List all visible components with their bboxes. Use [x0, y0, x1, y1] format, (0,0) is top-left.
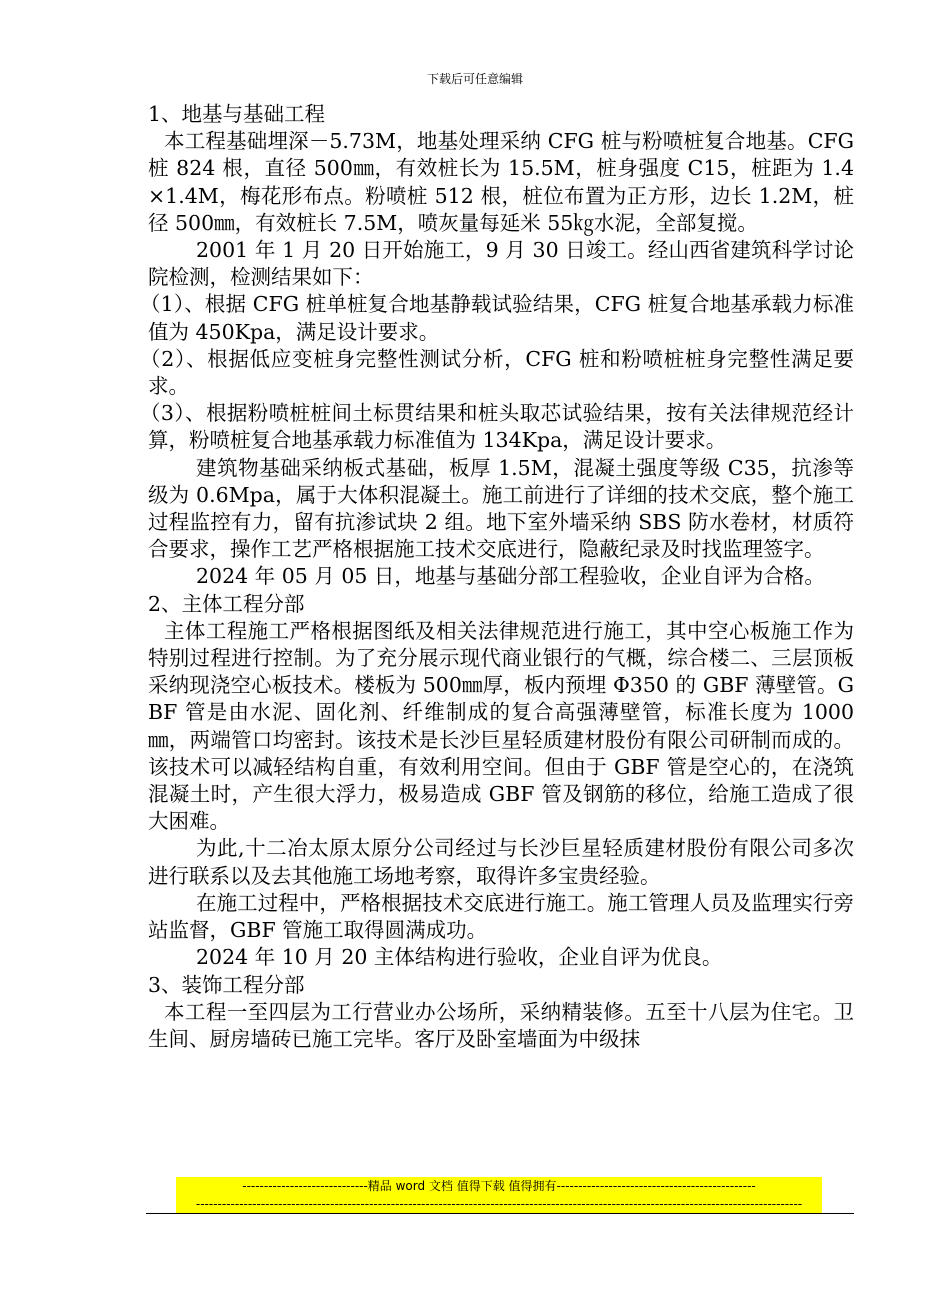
footer-banner-line-1: -----------------------------精品 word 文档 值得下载 值得拥有---------------------------------------------- — [176, 1177, 822, 1195]
paragraph-foundation-acceptance: 2024 年 05 月 05 日，地基与基础分部工程验收，企业自评为合格。 — [196, 564, 825, 589]
paragraph-decoration: 本工程一至四层为工行营业办公场所，采纳精装修。五至十八层为住宅。卫生间、厨房墙砖已施工完毕。客厅及卧室墙面为中级抹 — [148, 999, 854, 1051]
section-heading-main-structure: 2、主体工程分部 — [148, 591, 305, 616]
paragraph-experience: 为此,十二冶太原太原分公司经过与长沙巨星轻质建材股份有限公司多次进行联系以及去其他施工场地考察，取得许多宝贵经验。 — [148, 836, 854, 888]
paragraph-supervision: 在施工过程中，严格根据技术交底进行施工。施工管理人员及监理实行旁站监督，GBF 管施工取得圆满成功。 — [148, 890, 854, 943]
paragraph-structure-acceptance: 2024 年 10 月 20 主体结构进行验收，企业自评为优良。 — [196, 945, 723, 970]
paragraph-hollow-slab: 主体工程施工严格根据图纸及相关法律规范进行施工，其中空心板施工作为特别过程进行控制。为了充分展示现代商业银行的气概，综合楼二、三层顶板采纳现浇空心板技术。楼板为 500㎜厚，板内预埋 Φ350 的 GBF 薄壁管。GBF 管是由水泥、固化剂、纤维制成的复合高强薄壁管，标准长度为 1000㎜，两端管口均密封。该技术是长沙巨星轻质建材股份有限公司研制而成的。该技术可以减轻结构自重，有效利用空间。但由于 GBF 管是空心的，在浇筑混凝土时，产生很大浮力，极易造成 GBF 管及钢筋的移位，给施工造成了很大困难。 — [148, 618, 854, 834]
document-body — [140, 101, 854, 1053]
footer-banner-line-2: -------------------------------------------------------------------------------------------------------------------------------------------- — [176, 1195, 822, 1213]
list-item-result-1: （1）、根据 CFG 桩单桩复合地基静载试验结果，CFG 桩复合地基承载力标准值为 450Kpa，满足设计要求。 — [140, 292, 854, 344]
paragraph-raft-foundation: 建筑物基础采纳板式基础，板厚 1.5M，混凝土强度等级 C35，抗渗等级为 0.6Mpa，属于大体积混凝土。施工前进行了详细的技术交底，整个施工过程监控有力，留有抗渗试块 2 组。地下室外墙采纳 SBS 防水卷材，材质符合要求，操作工艺严格根据施工技术交底进行，隐蔽纪录及时找监理签字。 — [148, 455, 854, 562]
list-item-result-2: （2）、根据低应变桩身完整性测试分析，CFG 桩和粉喷桩桩身完整性满足要求。 — [140, 346, 854, 399]
section-heading-decoration: 3、装饰工程分部 — [148, 972, 305, 997]
section-heading-foundation: 1、地基与基础工程 — [148, 102, 326, 126]
page-header-note: 下载后可任意编辑 — [426, 72, 523, 86]
list-item-result-3: （3）、根据粉喷桩桩间土标贯结果和桩头取芯试验结果，按有关法律规范经计算，粉喷桩复合地基承载力标准值为 134Kpa，满足设计要求。 — [140, 401, 854, 453]
paragraph-foundation-overview: 本工程基础埋深－5.73M，地基处理采纳 CFG 桩与粉喷桩复合地基。CFG 桩 824 根，直径 500㎜，有效桩长为 15.5M，桩身强度 C15，桩距为 1.4×1.4M，梅花形布点。粉喷桩 512 根，桩位布置为正方形，边长 1.2M，桩径 500㎜，有效桩长 7.5M，喷灰量每延米 55㎏水泥，全部复搅。 — [148, 129, 854, 235]
footer-divider — [146, 1213, 854, 1214]
paragraph-construction-dates: 2001 年 1 月 20 日开始施工，9 月 30 日竣工。经山西省建筑科学讨论院检测，检测结果如下： — [148, 238, 854, 290]
